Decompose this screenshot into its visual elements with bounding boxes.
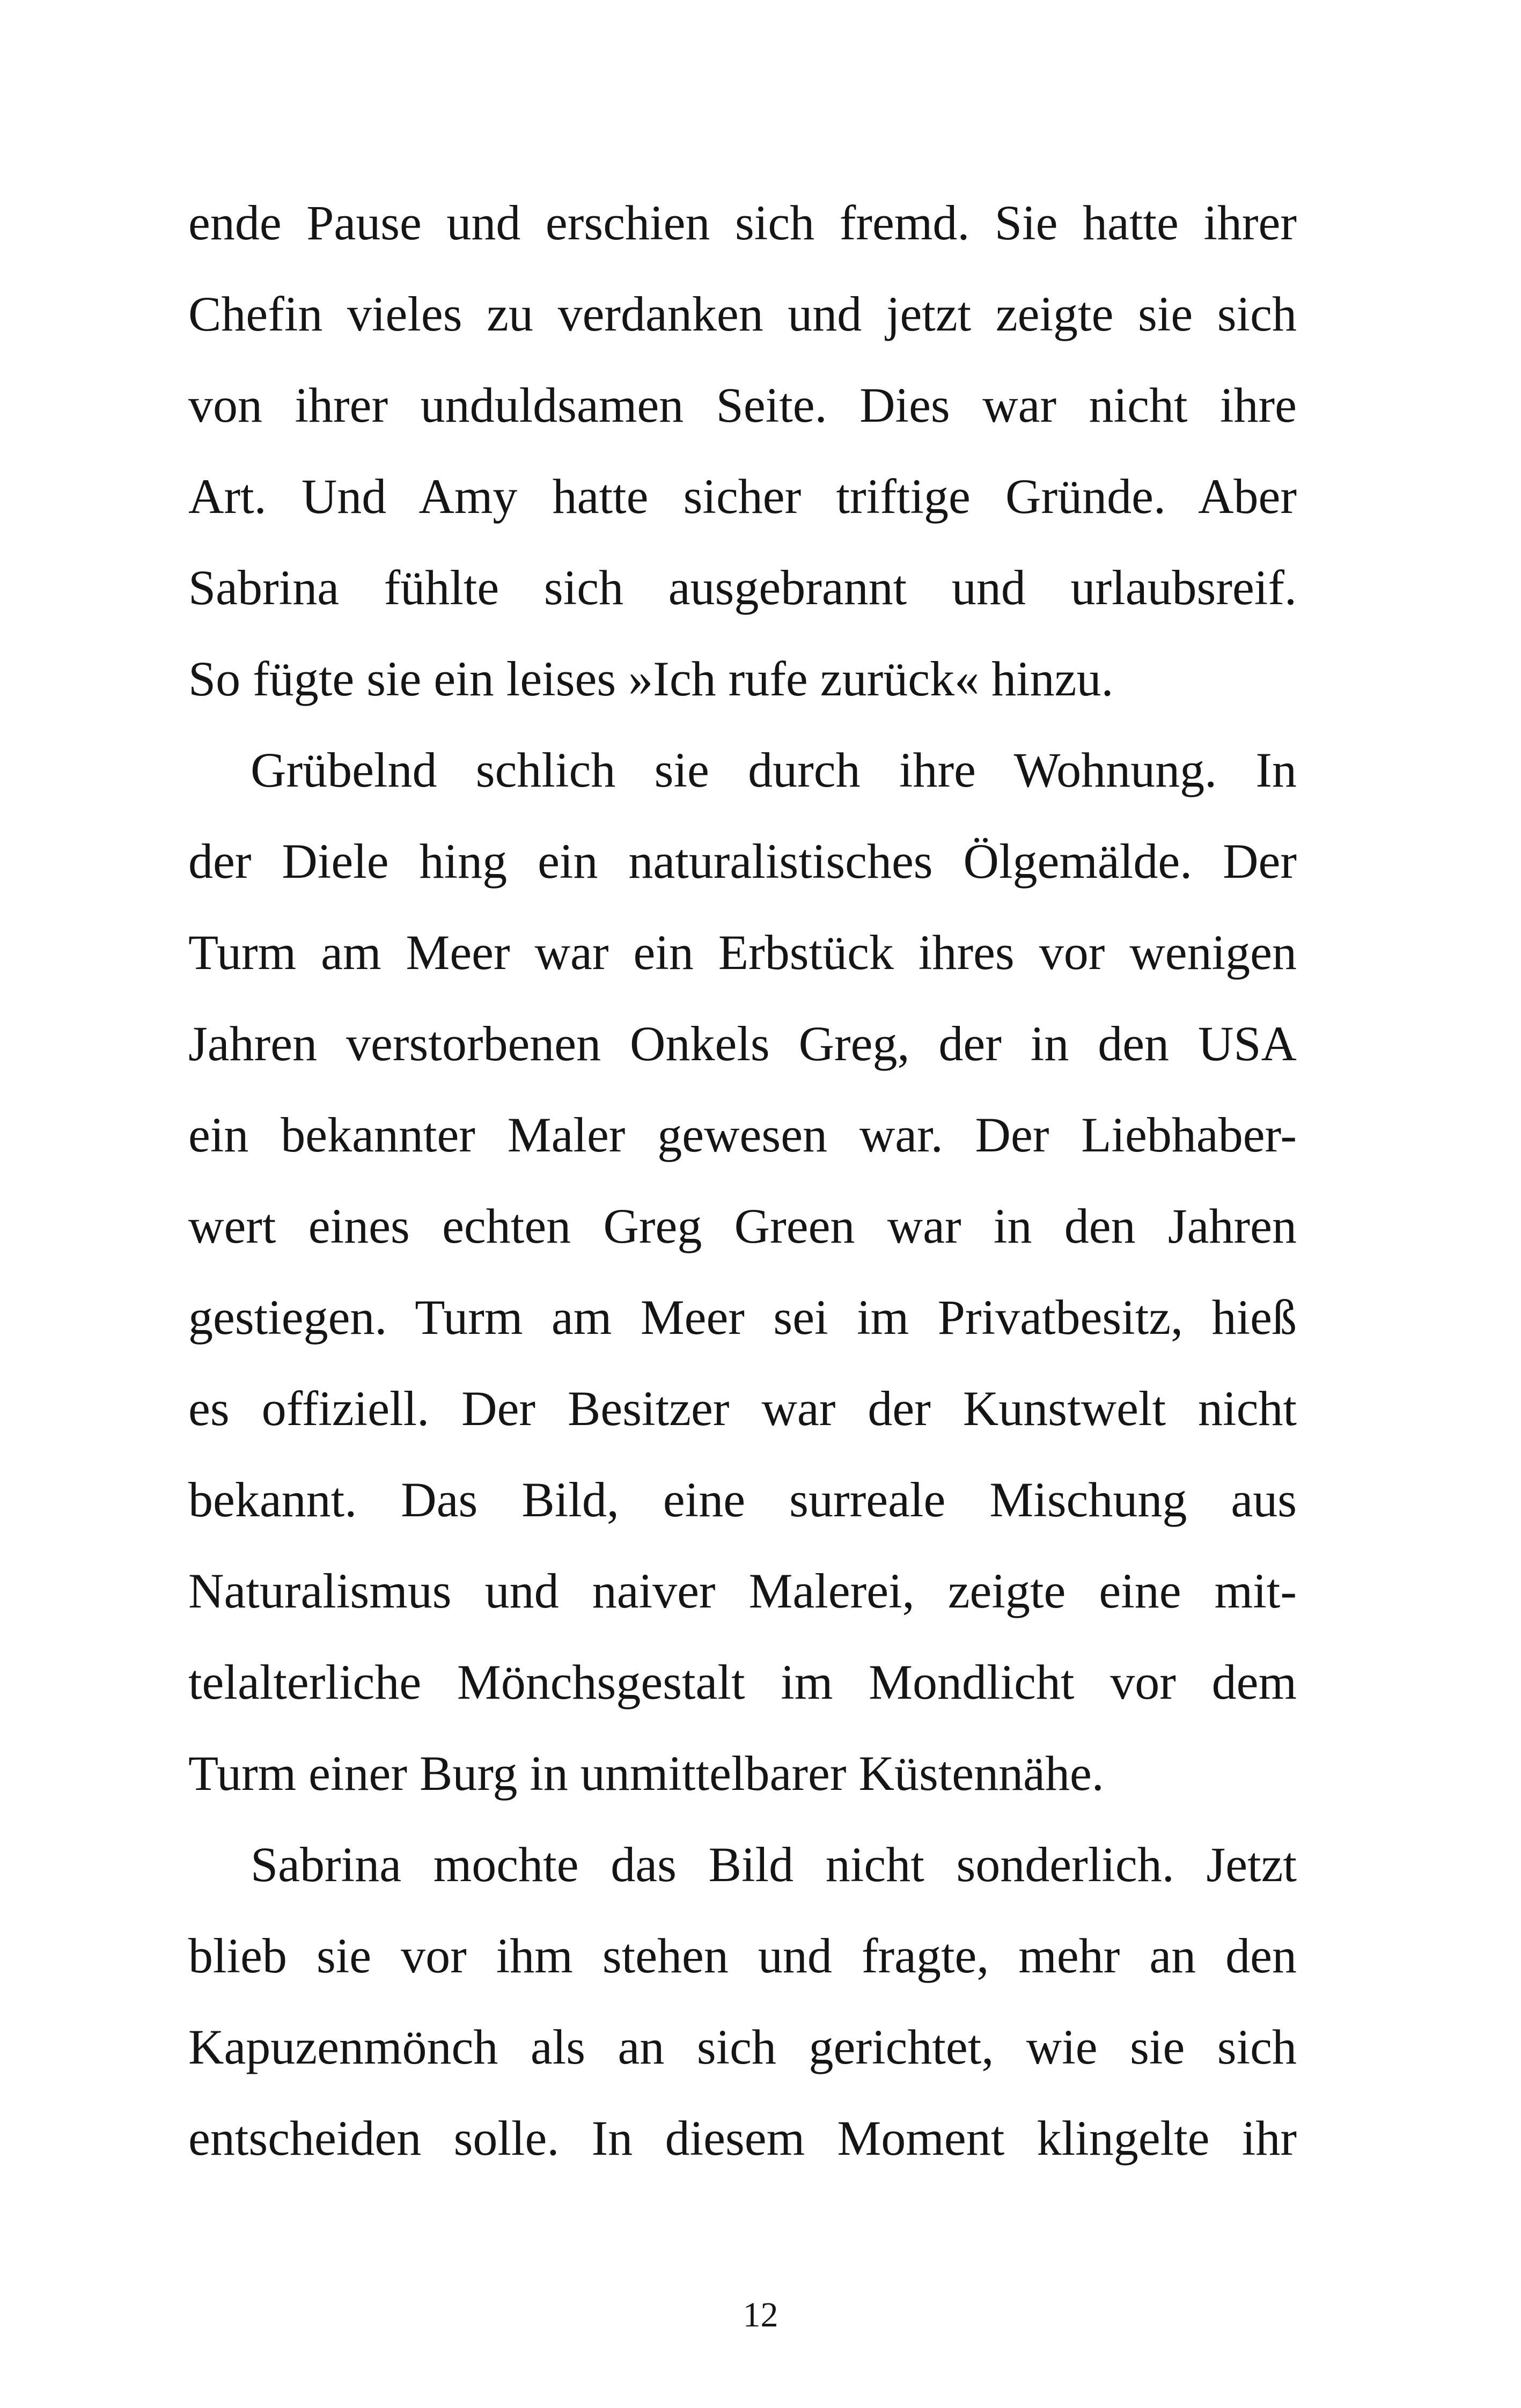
text-line: bekannt. Das Bild, eine surreale Mischung aus xyxy=(188,1472,1297,1527)
text-line: So fügte sie ein leises »Ich rufe zurück« hinzu. xyxy=(188,651,1114,706)
text-line: wert eines echten Greg Green war in den Jahren xyxy=(188,1199,1297,1253)
text-line: Chefin vieles zu verdanken und jetzt zeigte sie sich xyxy=(188,287,1297,341)
text-line: ein bekannter Maler gewesen war. Der Liebhaber- xyxy=(188,1107,1297,1162)
text-line: ende Pause und erschien sich fremd. Sie hatte ihrer xyxy=(188,195,1297,250)
text-line: Sabrina fühlte sich ausgebrannt und urlaubsreif. xyxy=(188,560,1297,615)
text-line: Grübelnd schlich sie durch ihre Wohnung. In xyxy=(251,743,1297,797)
text-line: der Diele hing ein naturalistisches Ölgemälde. Der xyxy=(188,834,1297,889)
text-line: Sabrina mochte das Bild nicht sonderlich. Jetzt xyxy=(251,1837,1297,1892)
text-line: Turm am Meer war ein Erbstück ihres vor wenigen xyxy=(188,925,1297,980)
text-line: Turm einer Burg in unmittelbarer Küstennähe. xyxy=(188,1746,1104,1801)
text-line: Naturalismus und naiver Malerei, zeigte eine mit- xyxy=(188,1563,1297,1618)
text-line: telalterliche Mönchsgestalt im Mondlicht vor dem xyxy=(188,1655,1297,1709)
text-line: Kapuzenmönch als an sich gerichtet, wie sie sich xyxy=(188,2020,1297,2074)
text-line: Jahren verstorbenen Onkels Greg, der in den USA xyxy=(188,1016,1297,1071)
text-line: Art. Und Amy hatte sicher triftige Gründe. Aber xyxy=(188,469,1297,524)
text-line: gestiegen. Turm am Meer sei im Privatbesitz, hieß xyxy=(188,1290,1297,1345)
text-line: es offiziell. Der Besitzer war der Kunstwelt nicht xyxy=(188,1381,1297,1436)
text-line: entscheiden solle. In diesem Moment klingelte ihr xyxy=(188,2111,1297,2165)
page-number: 12 xyxy=(743,2295,778,2334)
text-line: von ihrer unduldsamen Seite. Dies war nicht ihre xyxy=(188,378,1297,432)
text-line: blieb sie vor ihm stehen und fragte, mehr an den xyxy=(188,1928,1297,1983)
